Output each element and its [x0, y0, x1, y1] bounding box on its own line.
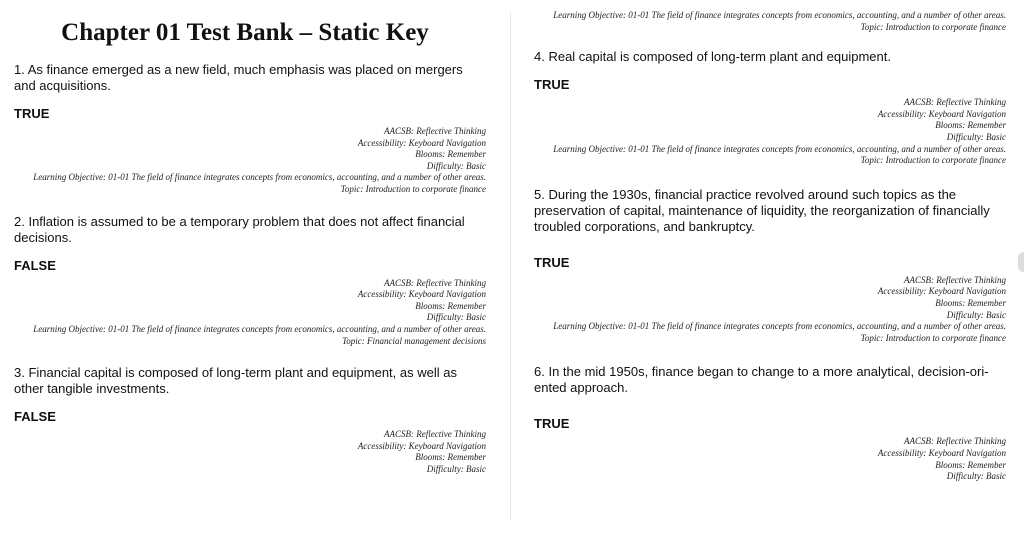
column-divider [510, 12, 511, 520]
question-metadata [534, 97, 1006, 167]
answer-key: TRUE [14, 106, 50, 121]
question-6 [534, 364, 1006, 482]
question-metadata [534, 275, 1006, 345]
topic-tag: Topic: Introduction to corporate finance [860, 21, 1006, 32]
blooms-tag: Blooms: Remember [935, 120, 1006, 131]
question-3 [14, 365, 486, 475]
question-metadata [14, 278, 486, 348]
page-title: Chapter 01 Test Bank – Static Key [61, 19, 429, 46]
question-metadata [14, 429, 486, 475]
accessibility-tag: Accessibility: Keyboard Navigation [877, 447, 1006, 458]
question-text: 1. As finance emerged as a new field, much emphasis was placed on mergers and acquisitions. [14, 62, 463, 93]
question-text: 2. Inflation is assumed to be a temporary problem that does not affect financial decisions. [14, 213, 465, 245]
question-1 [14, 62, 486, 196]
accessibility-tag: Accessibility: Keyboard Navigation [877, 108, 1006, 119]
question-text: 5. During the 1930s, financial practice revolved around such topics as the preservation of capital, maintenance of liquidity, the reorganization of financially troubled corporations, and bankruptcy. [534, 186, 990, 234]
aacsb-tag: AACSB: Reflective Thinking [384, 429, 486, 440]
difficulty-tag: Difficulty: Basic [946, 131, 1006, 142]
continued-metadata [534, 10, 1006, 33]
question-2 [14, 214, 486, 348]
topic-tag: Topic: Introduction to corporate finance [860, 155, 1006, 166]
topic-tag: Topic: Introduction to corporate finance [340, 183, 486, 194]
difficulty-tag: Difficulty: Basic [426, 463, 486, 474]
right-column [534, 0, 1006, 542]
left-column [14, 0, 486, 542]
answer-key: TRUE [534, 254, 570, 270]
aacsb-tag: AACSB: Reflective Thinking [904, 274, 1006, 285]
answer-key: FALSE [14, 257, 56, 273]
accessibility-tag: Accessibility: Keyboard Navigation [357, 289, 486, 300]
blooms-tag: Blooms: Remember [935, 297, 1006, 308]
question-text: 3. Financial capital is composed of long-term plant and equipment, as well as other tangible investments. [14, 365, 457, 397]
aacsb-tag: AACSB: Reflective Thinking [384, 277, 486, 288]
blooms-tag: Blooms: Remember [415, 452, 486, 463]
learning-objective-tag: Learning Objective: 01-01 The field of finance integrates concepts from economics, accounting, and a number of other areas. [553, 321, 1006, 332]
topic-tag: Topic: Financial management decisions [342, 335, 486, 346]
question-text: 4. Real capital is composed of long-term plant and equipment. [534, 49, 891, 65]
difficulty-tag: Difficulty: Basic [426, 160, 486, 171]
accessibility-tag: Accessibility: Keyboard Navigation [357, 440, 486, 451]
aacsb-tag: AACSB: Reflective Thinking [384, 126, 486, 136]
blooms-tag: Blooms: Remember [935, 459, 1006, 470]
question-metadata [14, 126, 486, 196]
difficulty-tag: Difficulty: Basic [946, 309, 1006, 320]
question-4 [534, 49, 1006, 167]
learning-objective-tag: Learning Objective: 01-01 The field of finance integrates concepts from economics, accounting, and a number of other areas. [553, 10, 1006, 20]
topic-tag: Topic: Introduction to corporate finance [860, 332, 1006, 343]
question-text: 6. In the mid 1950s, finance began to change to a more analytical, decision-oriented approach. [534, 364, 989, 396]
question-metadata [534, 436, 1006, 482]
aacsb-tag: AACSB: Reflective Thinking [904, 436, 1006, 447]
accessibility-tag: Accessibility: Keyboard Navigation [357, 137, 486, 148]
blooms-tag: Blooms: Remember [415, 149, 486, 160]
question-5 [534, 187, 1006, 345]
aacsb-tag: AACSB: Reflective Thinking [904, 97, 1006, 108]
learning-objective-tag: Learning Objective: 01-01 The field of finance integrates concepts from economics, accounting, and a number of other areas. [33, 323, 486, 334]
difficulty-tag: Difficulty: Basic [946, 471, 1006, 482]
scroll-edge-handle[interactable] [1018, 252, 1024, 272]
answer-key: TRUE [534, 77, 570, 93]
answer-key: FALSE [14, 409, 56, 425]
learning-objective-tag: Learning Objective: 01-01 The field of finance integrates concepts from economics, accounting, and a number of other areas. [33, 172, 486, 183]
accessibility-tag: Accessibility: Keyboard Navigation [877, 286, 1006, 297]
learning-objective-tag: Learning Objective: 01-01 The field of finance integrates concepts from economics, accounting, and a number of other areas. [553, 143, 1006, 154]
blooms-tag: Blooms: Remember [415, 300, 486, 311]
answer-key: TRUE [534, 416, 570, 432]
difficulty-tag: Difficulty: Basic [426, 312, 486, 323]
